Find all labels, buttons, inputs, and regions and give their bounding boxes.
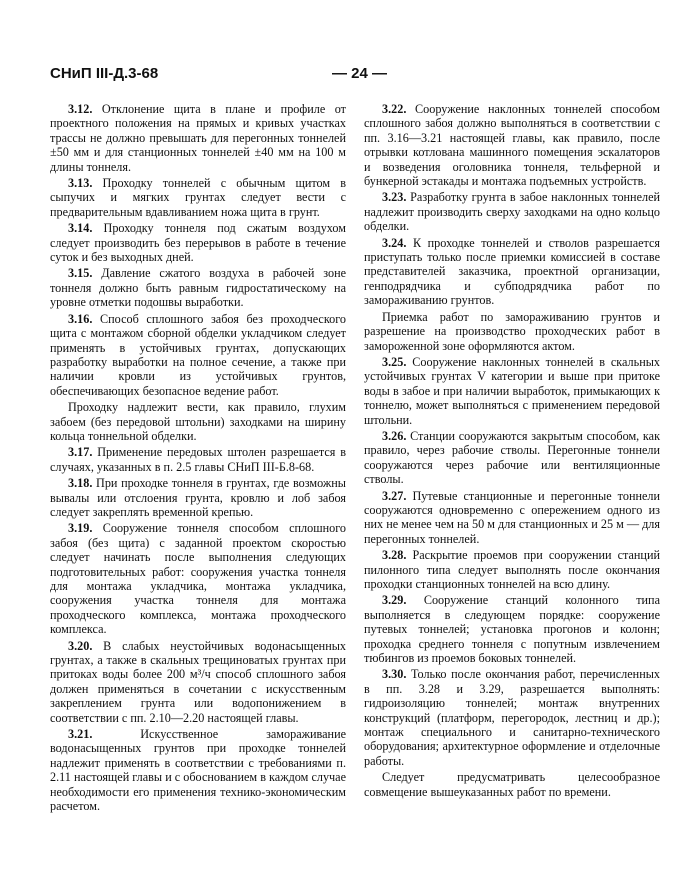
clause-text: Отклонение щита в плане и профиле от проектного положения на прямых и кривых участках трассы не должно превышать для перегонных тоннелей ±50 мм и для станционных тоннелей ±40 мм на 100 м длины тоннеля. bbox=[50, 102, 346, 174]
paragraph-3-16 bbox=[50, 312, 346, 398]
clause-text: В слабых неустойчивых водонасыщенных грунтах, а также в скальных трещиноватых грунтах при притоках воды более 200 м³/ч способ сплошного забоя должен применяться в сочетании с искусственным закреплением грунта или водопонижением в соответствии с пп. 2.10—2.20 настоящей главы. bbox=[50, 638, 346, 725]
clause-number: 3.20. bbox=[68, 638, 93, 653]
paragraph-3-16-cont bbox=[50, 400, 346, 443]
clause-text: Проходку надлежит вести, как правило, глухим забоем (без передовой штольни) заходками на ширину кольца тоннельной обделки. bbox=[50, 400, 346, 443]
paragraph-3-15 bbox=[50, 266, 346, 309]
clause-number: 3.22. bbox=[382, 102, 407, 116]
clause-text: Способ сплошного забоя без проходческого щита с монтажом сборной обделки укладчиком следует применять в устойчивых грунтах, допускающих разработку выработки на полное сечение, а также при наличии кровли из устойчивых грунтов, обеспечивающих безопасное ведение работ. bbox=[50, 311, 346, 398]
paragraph-3-12 bbox=[50, 102, 346, 174]
paragraph-3-24 bbox=[364, 236, 660, 308]
document-code: СНиП III-Д.3-68 bbox=[50, 65, 159, 82]
clause-number: 3.18. bbox=[68, 476, 93, 491]
paragraph-3-24-cont bbox=[364, 310, 660, 353]
clause-text: Сооружение станций колонного типа выполняется в следующем порядке: сооружение путевых тоннелей; установка прогонов и колонн; проходка среднего тоннеля с попутным извлечением тюбингов из проемов боковых тоннелей. bbox=[364, 593, 660, 666]
clause-number: 3.19. bbox=[68, 521, 93, 536]
page-header bbox=[50, 65, 670, 87]
clause-text: Раскрытие проемов при сооружении станций пилонного типа следует выполнять после окончания проходки станционных тоннелей на всю длину. bbox=[364, 548, 661, 591]
clause-number: 3.24. bbox=[382, 235, 407, 250]
paragraph-3-13 bbox=[50, 176, 346, 219]
clause-number: 3.12. bbox=[68, 102, 93, 116]
clause-text: Сооружение тоннеля способом сплошного забоя (без щита) с заданной проектом скоростью следует начинать после выполнения следующих подготовительных работ: сооружения участка тоннеля для монтажа укладчика, монтажа укладчика, сооружения участка тоннеля для монтажа проходческого комплекса, монтажа проходческого комплекса. bbox=[50, 521, 346, 637]
clause-text: Станции сооружаются закрытым способом, как правило, через рабочие стволы. Перегонные тоннели сооружаются через рабочие или вентиляционные стволы. bbox=[364, 428, 660, 487]
clause-text: Применение передовых штолен разрешается в случаях, указанных в п. 2.5 главы СНиП III-Б.8-68. bbox=[50, 445, 347, 474]
paragraph-3-28 bbox=[364, 548, 660, 591]
paragraph-3-18 bbox=[50, 476, 346, 519]
clause-text: Разработку грунта в забое наклонных тоннелей надлежит производить сверху заходками на одно кольцо обделки. bbox=[364, 190, 661, 234]
clause-number: 3.17. bbox=[68, 445, 93, 460]
clause-number: 3.25. bbox=[382, 354, 407, 369]
clause-text: Искусственное замораживание водонасыщенных грунтов при проходке тоннелей надлежит применять в соответствии с требованиями п. 2.11 настоящей главы и с обоснованием в каждом случае необходимости его применения технико-экономическим расчетом. bbox=[50, 727, 347, 814]
paragraph-3-21 bbox=[50, 727, 346, 813]
clause-text: Сооружение наклонных тоннелей способом сплошного забоя должно выполняться в соответствии с пп. 3.16—3.21 настоящей главы, как правило, после отрывки котлована машинного помещения эскалаторов и возведения оголовника тоннеля, тельферной и бункерной эстакады и монтажа подъемных устройств. bbox=[364, 102, 660, 189]
clause-text: Путевые станционные и перегонные тоннели сооружаются одновременно с опережением одного из них не менее чем на 50 м для станционных и 25 м — для перегонных тоннелей. bbox=[364, 488, 661, 546]
clause-text: Сооружение наклонных тоннелей в скальных устойчивых грунтах V категории и выше при притоке воды в забое и при наличии выработок, примыкающих к тоннелю, может выполняться с применением передовой штольни. bbox=[364, 354, 660, 427]
clause-text: Следует предусматривать целесообразное совмещение вышеуказанных работ по времени. bbox=[364, 770, 660, 799]
paragraph-3-30-cont bbox=[364, 770, 660, 799]
right-column bbox=[364, 102, 660, 801]
clause-number: 3.13. bbox=[68, 176, 93, 191]
paragraph-3-17 bbox=[50, 445, 346, 474]
paragraph-3-19 bbox=[50, 521, 346, 636]
left-column bbox=[50, 102, 346, 816]
clause-number: 3.14. bbox=[68, 221, 93, 236]
clause-number: 3.16. bbox=[68, 311, 93, 326]
clause-number: 3.28. bbox=[382, 548, 407, 563]
clause-text: К проходке тоннелей и стволов разрешается приступать только после приемки комиссией в составе представителей заказчика, проектной организации, генподрядчика и субподрядчика работ по замораживанию грунтов. bbox=[364, 235, 660, 308]
clause-number: 3.30. bbox=[382, 667, 407, 682]
clause-number: 3.15. bbox=[68, 266, 93, 281]
paragraph-3-27 bbox=[364, 489, 660, 547]
paragraph-3-20 bbox=[50, 639, 346, 725]
clause-text: Проходку тоннеля под сжатым воздухом следует производить без перерывов в работе в течение суток и без выходных дней. bbox=[50, 221, 347, 265]
paragraph-3-23 bbox=[364, 190, 660, 233]
paragraph-3-26 bbox=[364, 429, 660, 487]
page-number: — 24 — bbox=[332, 65, 388, 82]
clause-text: Проходку тоннелей с обычным щитом в сыпучих и мягких грунтах следует вести с предварительным вдавливанием ножа щита в грунт. bbox=[50, 176, 347, 219]
paragraph-3-25 bbox=[364, 355, 660, 427]
clause-text: Давление сжатого воздуха в рабочей зоне тоннеля должно быть равным гидростатическому на уровне отметки подошвы выработки. bbox=[50, 266, 347, 310]
clause-text: Только после окончания работ, перечисленных в пп. 3.28 и 3.29, разрешается выполнять: гидроизоляцию тоннелей; монтаж внутренних конструкций (платформ, перегородок, лестниц и др.); монтаж специального и санитарно-технического оборудования; архитектурное оформление и отделочные работы. bbox=[364, 667, 661, 768]
clause-number: 3.29. bbox=[382, 593, 407, 608]
paragraph-3-30 bbox=[364, 667, 660, 768]
clause-number: 3.23. bbox=[382, 190, 407, 205]
clause-number: 3.27. bbox=[382, 488, 407, 503]
clause-text: При проходке тоннеля в грунтах, где возможны вывалы или отслоения грунта, кровлю и лоб забоя следует закреплять временной крепью. bbox=[50, 476, 346, 519]
paragraph-3-22 bbox=[364, 102, 660, 188]
paragraph-3-29 bbox=[364, 593, 660, 665]
clause-number: 3.26. bbox=[382, 428, 407, 443]
clause-text: Приемка работ по замораживанию грунтов и разрешение на производство проходческих работ в замороженной зоне оформляются актом. bbox=[364, 309, 660, 353]
paragraph-3-14 bbox=[50, 221, 346, 264]
clause-number: 3.21. bbox=[68, 727, 93, 742]
